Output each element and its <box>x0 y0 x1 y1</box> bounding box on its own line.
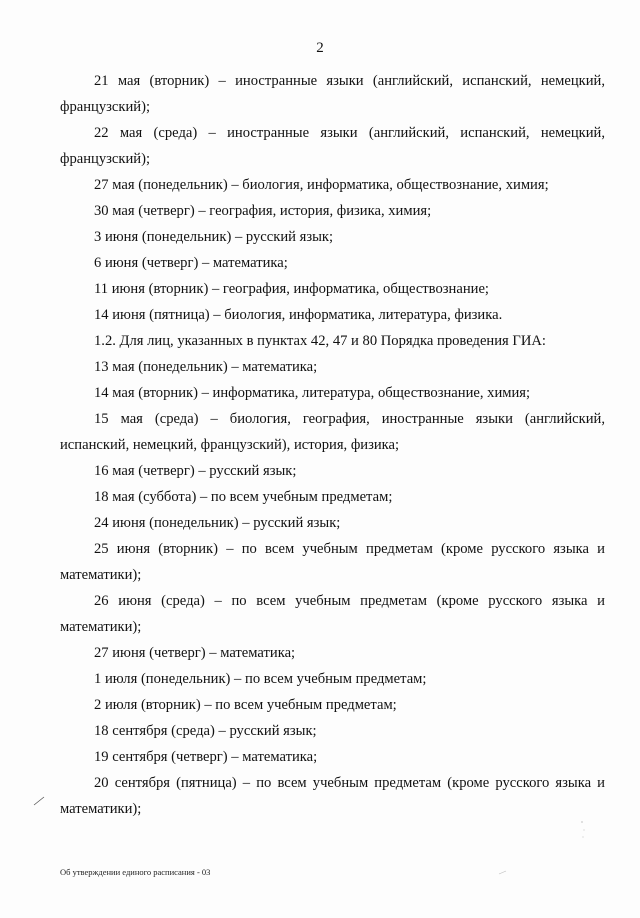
paragraph: 19 сентября (четверг) – математика; <box>94 749 318 765</box>
document-body <box>60 68 605 822</box>
paragraph: 6 июня (четверг) – математика; <box>94 255 288 271</box>
paragraph: 24 июня (понедельник) – русский язык; <box>94 515 341 531</box>
paragraph: 2 июля (вторник) – по всем учебным предметам; <box>94 697 397 713</box>
paragraph: 26 июня (среда) – по всем учебным предметам (кроме русского языка и математики); <box>60 593 605 635</box>
paragraph: 14 мая (вторник) – информатика, литература, обществознание, химия; <box>94 385 531 401</box>
paragraph: 13 мая (понедельник) – математика; <box>94 359 318 375</box>
page-number: 2 <box>316 40 324 56</box>
paragraph: 16 мая (четверг) – русский язык; <box>94 463 297 479</box>
paragraph: 27 июня (четверг) – математика; <box>94 645 296 661</box>
paragraph: 27 мая (понедельник) – биология, информатика, обществознание, химия; <box>94 177 549 193</box>
section-heading: 1.2. Для лиц, указанных в пунктах 42, 47 и 80 Порядка проведения ГИА: <box>94 333 546 349</box>
paragraph: 18 сентября (среда) – русский язык; <box>94 723 317 739</box>
scan-speck-icon <box>578 818 592 842</box>
document-footer: Об утверждении единого расписания - 03 <box>60 867 211 877</box>
paragraph: 21 мая (вторник) – иностранные языки (английский, испанский, немецкий, французский); <box>60 73 605 115</box>
paragraph: 15 мая (среда) – биология, география, иностранные языки (английский, испанский, немецкий, французский), история, физика; <box>60 411 605 453</box>
paragraph: 11 июня (вторник) – география, информатика, обществознание; <box>94 281 489 297</box>
paragraph: 30 мая (четверг) – география, история, физика, химия; <box>94 203 432 219</box>
paragraph: 3 июня (понедельник) – русский язык; <box>94 229 334 245</box>
paragraph: 20 сентября (пятница) – по всем учебным предметам (кроме русского языка и математики); <box>60 775 605 817</box>
paragraph: 18 мая (суббота) – по всем учебным предметам; <box>94 489 393 505</box>
paragraph: 1 июля (понедельник) – по всем учебным предметам; <box>94 671 427 687</box>
paragraph: 14 июня (пятница) – биология, информатика, литература, физика. <box>94 307 503 323</box>
scan-speck-icon <box>498 868 508 876</box>
paragraph: 22 мая (среда) – иностранные языки (английский, испанский, немецкий, французский); <box>60 125 605 167</box>
pen-mark-icon <box>33 796 45 806</box>
paragraph: 25 июня (вторник) – по всем учебным предметам (кроме русского языка и математики); <box>60 541 605 583</box>
